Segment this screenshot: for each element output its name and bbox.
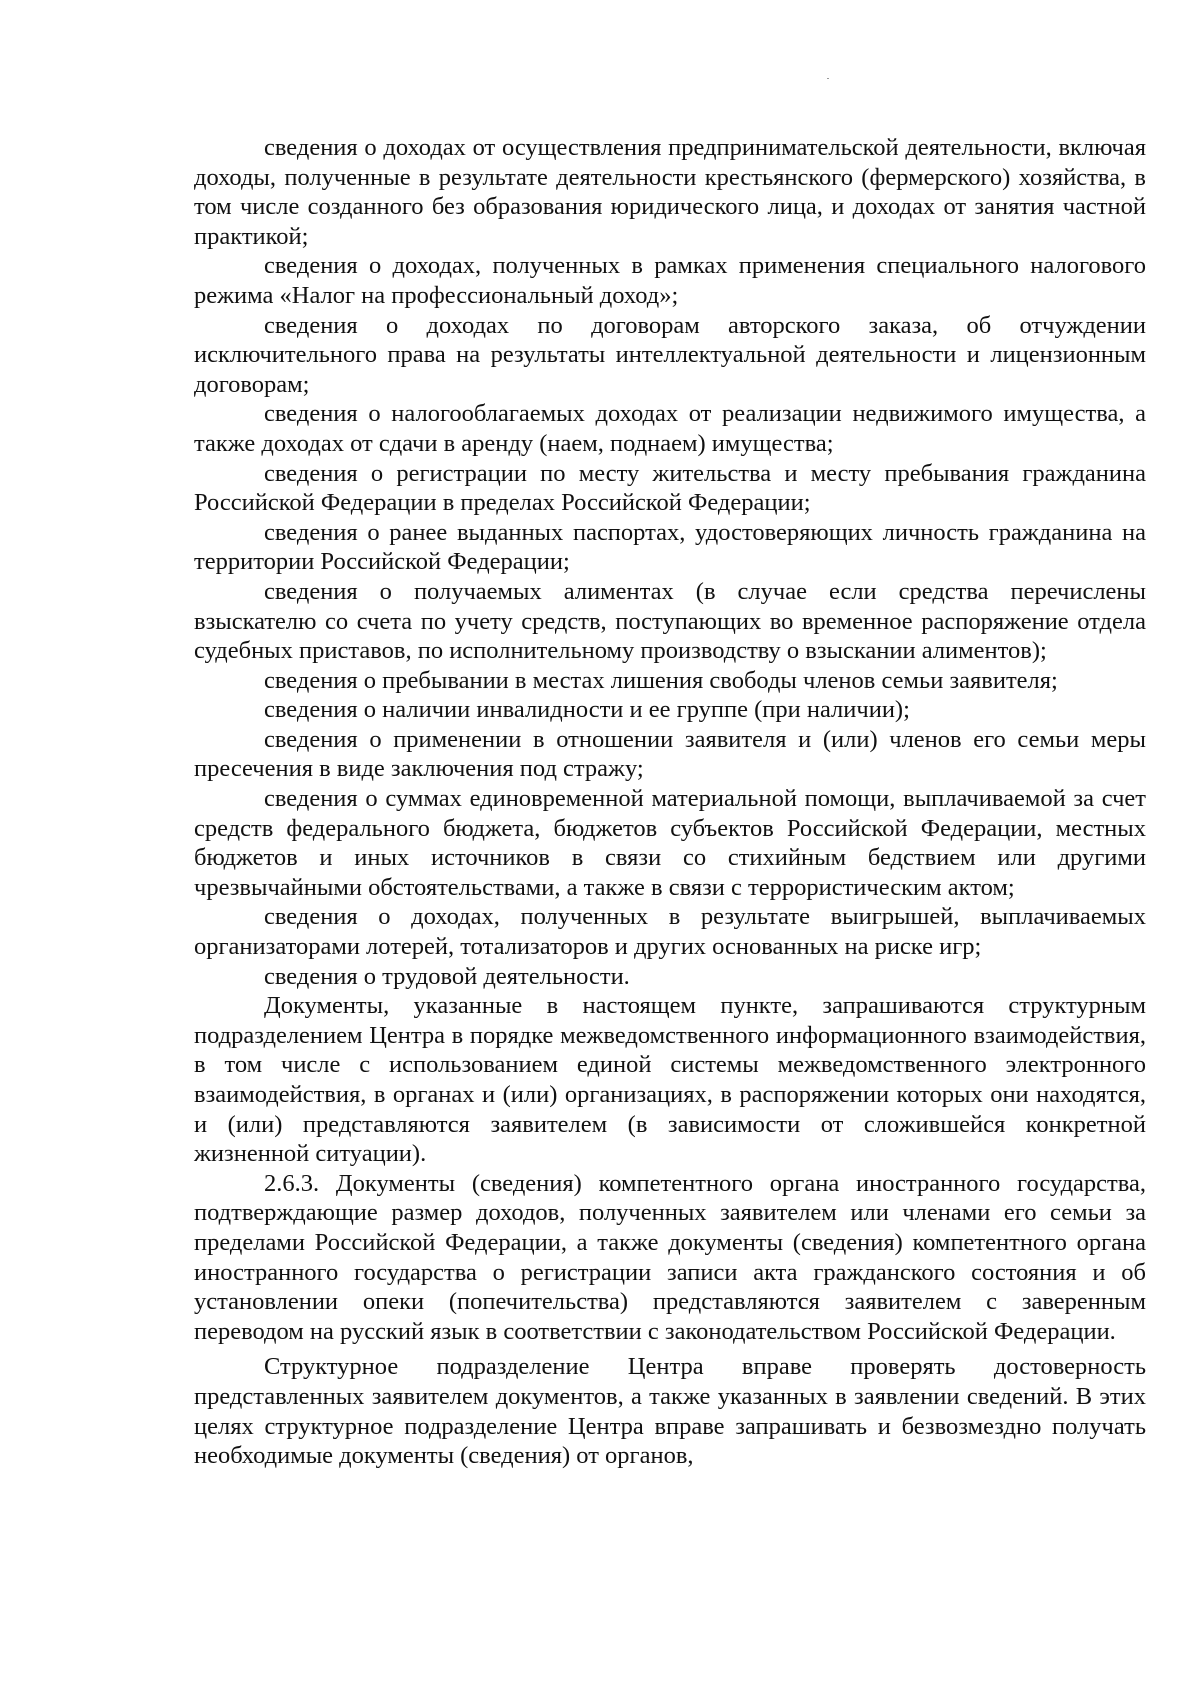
paragraph-detention: сведения о применении в отношении заявителя и (или) членов его семьи меры пресечения в виде заключения под стражу;: [194, 725, 1146, 783]
paragraph-business-income: сведения о доходах от осуществления предпринимательской деятельности, включая доходы, полученные в результате деятельности крестьянского (фермерского) хозяйства, в том числе созданного без образования юридического лица, и доходах от занятия частной практикой;: [194, 134, 1146, 250]
clause-text: Документы (сведения) компетентного органа иностранного государства, подтверждающие размер доходов, полученных заявителем или членами его семьи за пределами Российской Федерации, а также документы (сведения) компетентного органа иностранного государства о регистрации записи акта гражданского состояния и об установлении опеки (попечительства) представляются заявителем с заверенным переводом на русский язык в соответствии с законодательством Российской Федерации.: [194, 1169, 1146, 1345]
clause-2-6-3: [194, 1169, 1146, 1347]
paragraph-lottery-winnings: сведения о доходах, полученных в результате выигрышей, выплачиваемых организаторами лотерей, тотализаторов и других основанных на риске игр;: [194, 903, 1146, 961]
paragraph-property-income: сведения о налогооблагаемых доходах от реализации недвижимого имущества, а также доходах от сдачи в аренду (наем, поднаем) имущества;: [194, 400, 1146, 457]
clause-number: 2.6.3.: [264, 1169, 320, 1197]
paragraph-registration: сведения о регистрации по месту жительства и месту пребывания гражданина Российской Федерации в пределах Российской Федерации;: [194, 459, 1146, 517]
paragraph-documents-request: Документы, указанные в настоящем пункте, запрашиваются структурным подразделением Центра в порядке межведомственного информационного взаимодействия, в том числе с использованием единой системы межведомственного электронного взаимодействия, в органах и (или) организациях, в распоряжении которых они находятся, и (или) представляются заявителем (в зависимости от сложившейся конкретной жизненной ситуации).: [194, 992, 1146, 1168]
paragraph-passports: сведения о ранее выданных паспортах, удостоверяющих личность гражданина на территории Российской Федерации;: [194, 518, 1146, 576]
paragraph-copyright-income: сведения о доходах по договорам авторского заказа, об отчуждении исключительного права на результаты интеллектуальной деятельности и лицензионным договорам;: [194, 311, 1146, 398]
paragraph-disability: сведения о наличии инвалидности и ее группе (при наличии);: [264, 696, 910, 724]
paragraph-professional-income-tax: сведения о доходах, полученных в рамках применения специального налогового режима «Налог на профессиональный доход»;: [194, 252, 1146, 309]
scan-artifact-dot: [827, 78, 829, 79]
paragraph-verification: Структурное подразделение Центра вправе проверять достоверность представленных заявителем документов, а также указанных в заявлении сведений. В этих целях структурное подразделение Центра вправе запрашивать и безвозмездно получать необходимые документы (сведения) от органов,: [194, 1353, 1146, 1470]
document-body: [194, 133, 1146, 1471]
paragraph-alimony: сведения о получаемых алиментах (в случае если средства перечислены взыскателю со счета по учету средств, поступающих во временное распоряжение отдела судебных приставов, по исполнительному производству о взыскании алиментов);: [194, 577, 1146, 665]
paragraph-material-aid: сведения о суммах единовременной материальной помощи, выплачиваемой за счет средств федерального бюджета, бюджетов субъектов Российской Федерации, местных бюджетов и иных источников в связи со стихийным бедствием или другими чрезвычайными обстоятельствами, а также в связи с террористическим актом;: [194, 785, 1146, 901]
paragraph-employment: сведения о трудовой деятельности.: [264, 962, 630, 990]
paragraph-imprisonment: сведения о пребывании в местах лишения свободы членов семьи заявителя;: [264, 666, 1058, 694]
